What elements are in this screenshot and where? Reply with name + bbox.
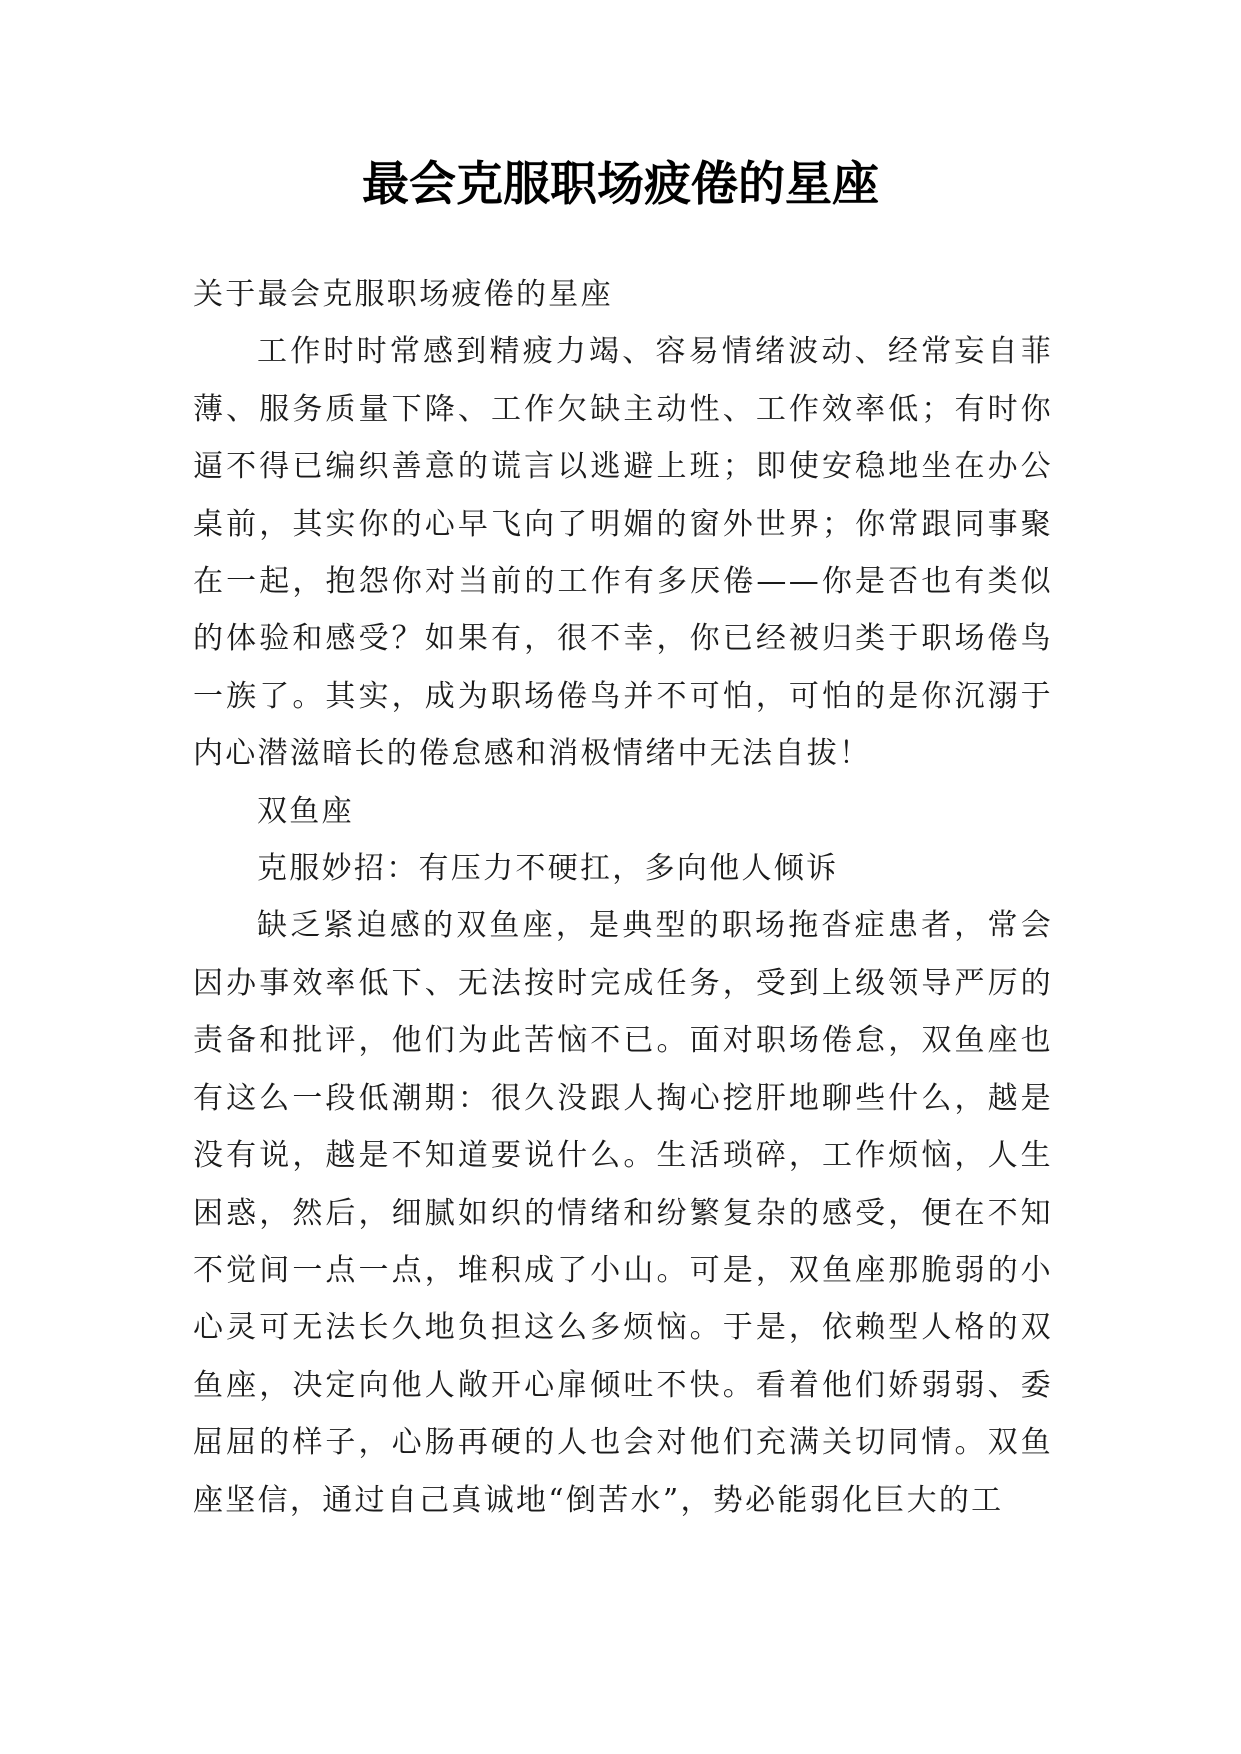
document-title: 最会克服职场疲倦的星座 bbox=[362, 157, 879, 212]
paragraph-pisces-detail: 缺乏紧迫感的双鱼座，是典型的职场拖沓症患者，常会因办事效率低下、无法按时完成任务，受到上级领导严厉的责备和批评，他们为此苦恼不已。面对职场倦怠，双鱼座也有这么一段低潮期：很久没跟人掏心挖肝地聊些什么，越是没有说，越是不知道要说什么。生活琐碎，工作烦恼，人生困惑，然后，细腻如织的情绪和纷繁复杂的感受，便在不知不觉间一点一点，堆积成了小山。可是，双鱼座那脆弱的小心灵可无法长久地负担这么多烦恼。于是，依赖型人格的双鱼座，决定向他人敞开心扉倾吐不快。看着他们娇弱弱、委屈屈的样子，心肠再硬的人也会对他们充满关切同情。双鱼座坚信，通过自己真诚地“倒苦水”，势必能弱化巨大的工 bbox=[193, 908, 1053, 1518]
paragraph-intro: 关于最会克服职场疲倦的星座 bbox=[193, 277, 613, 312]
paragraph-burnout-description: 工作时时常感到精疲力竭、容易情绪波动、经常妄自菲薄、服务质量下降、工作欠缺主动性、工作效率低；有时你逼不得已编织善意的谎言以逃避上班；即使安稳地坐在办公桌前，其实你的心早飞向了明媚的窗外世界；你常跟同事聚在一起，抱怨你对当前的工作有多厌倦——你是否也有类似的体验和感受？如果有，很不幸，你已经被归类于职场倦鸟一族了。其实，成为职场倦鸟并不可怕，可怕的是你沉溺于内心潜滋暗长的倦怠感和消极情绪中无法自拔！ bbox=[193, 334, 1053, 772]
section-heading-pisces: 双鱼座 bbox=[257, 793, 354, 829]
paragraph-pisces-tip: 克服妙招：有压力不硬扛，多向他人倾诉 bbox=[257, 851, 839, 887]
document-body bbox=[193, 266, 1053, 1529]
